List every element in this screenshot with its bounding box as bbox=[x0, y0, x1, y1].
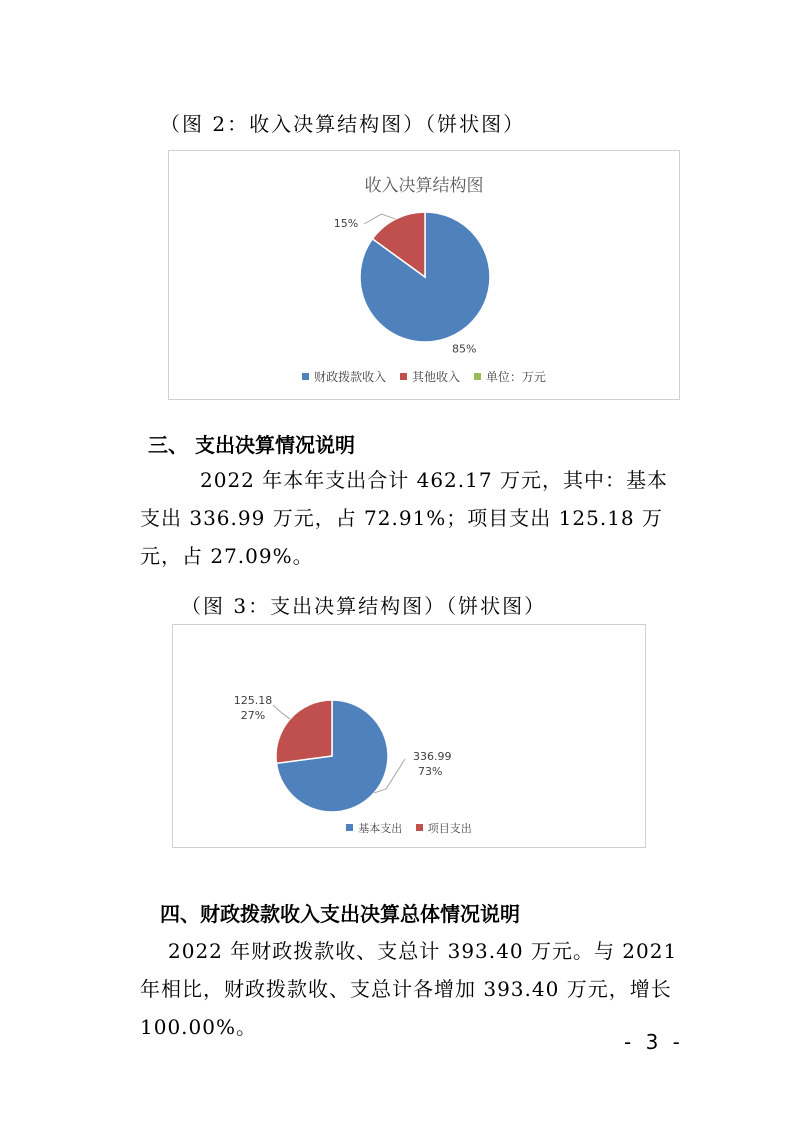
income-chart bbox=[168, 150, 680, 400]
legend-label: 基本支出 bbox=[358, 822, 403, 835]
legend-label: 其他收入 bbox=[411, 370, 460, 384]
data-label-15: 15% bbox=[333, 217, 359, 230]
income-chart-legend bbox=[169, 368, 679, 385]
legend-swatch-red bbox=[416, 824, 423, 831]
section3-paragraph: 2022 年本年支出合计 462.17 万元，其中：基本支出 336.99 万元，占 72.91%；项目支出 125.18 万元，占 27.09%。 bbox=[140, 468, 668, 568]
figure3-caption: （图 3：支出决算结构图）（饼状图） bbox=[181, 594, 547, 618]
legend-label: 单位：万元 bbox=[485, 370, 546, 384]
legend-item-fiscal-income bbox=[302, 368, 386, 385]
legend-swatch-blue bbox=[346, 824, 353, 831]
legend-item-unit bbox=[474, 368, 546, 385]
figure2-caption: （图 2：收入决算结构图）（饼状图） bbox=[160, 112, 526, 136]
legend-label: 财政拨款收入 bbox=[314, 370, 387, 384]
slice-project-expense bbox=[276, 700, 332, 763]
leader-line-project bbox=[273, 705, 290, 719]
section4-heading: 四、财政拨款收入支出决算总体情况说明 bbox=[160, 902, 520, 926]
data-label-value-project: 125.18 bbox=[233, 694, 273, 707]
data-label-value-basic: 336.99 bbox=[413, 750, 452, 763]
legend-label: 项目支出 bbox=[427, 822, 472, 835]
legend-swatch-green bbox=[474, 373, 481, 380]
data-label-percent-project: 27% bbox=[240, 709, 266, 722]
expense-chart-legend bbox=[173, 820, 645, 836]
page-number: - 3 - bbox=[624, 1030, 684, 1054]
expense-chart bbox=[172, 624, 646, 848]
income-pie-svg bbox=[169, 151, 681, 401]
income-chart-title: 收入决算结构图 bbox=[364, 176, 484, 196]
section3-heading: 三、 支出决算情况说明 bbox=[148, 433, 355, 457]
legend-item-basic-expense bbox=[346, 820, 402, 836]
section4-paragraph: 2022 年财政拨款收、支总计 393.40 万元。与 2021 年相比，财政拨款收、支总计各增加 393.40 万元，增长 100.00%。 bbox=[140, 939, 678, 1039]
legend-swatch-blue bbox=[302, 373, 309, 380]
data-label-85: 85% bbox=[452, 342, 477, 356]
expense-pie-svg bbox=[173, 625, 647, 849]
legend-item-other-income bbox=[400, 368, 460, 385]
legend-item-project-expense bbox=[416, 820, 472, 836]
data-label-percent-basic: 73% bbox=[418, 765, 443, 778]
legend-swatch-red bbox=[400, 373, 407, 380]
